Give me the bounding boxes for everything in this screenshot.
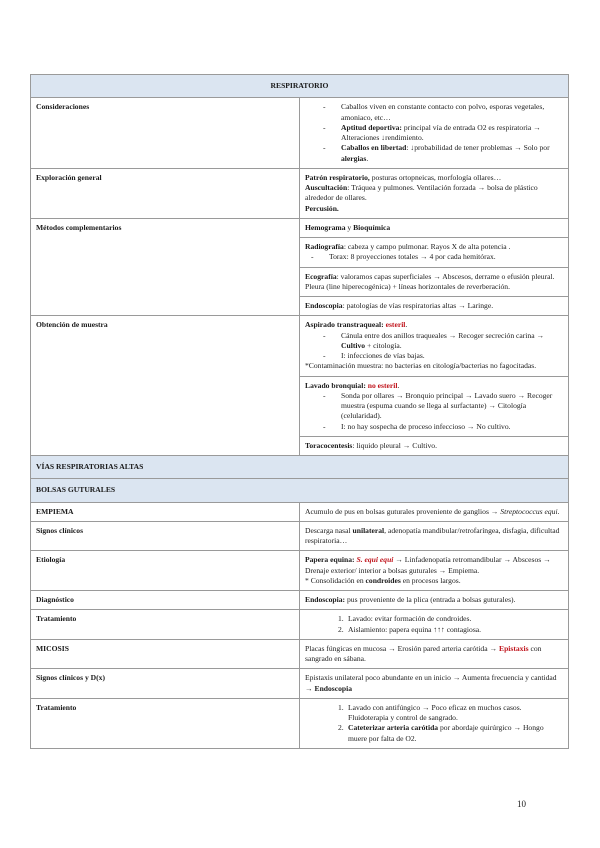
signos-dx-label: Signos clínicos y D(x) (31, 669, 300, 699)
tratamiento2-content (300, 698, 569, 748)
list-item: - I: infecciones de vías bajas. (323, 351, 563, 361)
list-item: - Sonda por ollares → Bronquio principal → Lavado suero → Recoger muestra (espuma cuando se llega al surfactante) → Citología (celularidad). (323, 391, 563, 422)
list-item: - Caballos en libertad: ↓probabilidad de tener problemas → Solo por alergias. (323, 143, 563, 164)
consideraciones-label: Consideraciones (31, 98, 300, 169)
page-title: RESPIRATORIO (31, 75, 569, 98)
obtencion-aspirado: Aspirado transtraqueal: esteril. - Cánula entre dos anillos traqueales → Recoger secreción carina → Cultivo + citología. - I: infecciones de vías bajas. *Contaminación muestra: no bacterias en citología/bacterias no fagocitadas. (300, 316, 569, 376)
metodos-row-hemograma (31, 218, 569, 237)
exploracion-content: Patrón respiratorio, posturas ortopneicas, morfología ollares… Auscultación: Tráquea y pulmones. Ventilación forzada → bolsa de plástico alrededor de ollares. Percusión. (300, 168, 569, 218)
list-item: - Aptitud deportiva: principal vía de entrada O2 es respiratoria → Alteraciones ↓rendimiento. (323, 123, 563, 144)
metodos-endoscopia: Endoscopia: patologías de vías respiratorias altas → Laringe. (300, 297, 569, 316)
consideraciones-content (300, 98, 569, 169)
micosis-label: MICOSIS (31, 639, 300, 669)
micosis-content: Placas fúngicas en mucosa → Erosión pared arteria carótida → Epistaxis con sangrado en sábana. (300, 639, 569, 669)
list-item: - Caballos viven en constante contacto con polvo, esporas vegetales, amoniaco, etc… (323, 102, 563, 123)
metodos-radiografia: Radiografía: cabeza y campo pulmonar. Rayos X de alta potencia . - Torax: 8 proyecciones totales → 4 por cada hemitórax. (300, 238, 569, 268)
exploracion-label: Exploración general (31, 168, 300, 218)
list-item: 1. Lavado: evitar formación de condroides. (338, 614, 563, 624)
signos-dx-row (31, 669, 569, 699)
diagnostico-content: Endoscopia: pus proveniente de la plica (entrada a bolsas guturales). (300, 591, 569, 610)
diagnostico-row (31, 591, 569, 610)
tratamiento1-label: Tratamiento (31, 610, 300, 640)
list-item: - Torax: 8 proyecciones totales → 4 por cada hemitórax. (311, 252, 563, 262)
etiologia-label: Etiología (31, 551, 300, 591)
content-table (30, 74, 569, 749)
obtencion-toracocentesis: Toracocentesis: liquido pleural → Cultivo. (300, 436, 569, 455)
tratamiento2-row (31, 698, 569, 748)
etiologia-row (31, 551, 569, 591)
metodos-ecografia: Ecografía: valoramos capas superficiales → Abscesos, derrame o efusión pleural. Pleura (line hiperecogénica) + líneas horizontales de reverberación. (300, 267, 569, 297)
header-row (31, 75, 569, 98)
list-item: - I: no hay sospecha de proceso infeccioso → No cultivo. (323, 422, 563, 432)
signos-content: Descarga nasal unilateral, adenopatía mandibular/retrofaríngea, disfagia, dificultad respiratoria… (300, 521, 569, 551)
empiema-content: Acumulo de pus en bolsas guturales proveniente de ganglios → Streptococcus equi. (300, 502, 569, 521)
tratamiento2-label: Tratamiento (31, 698, 300, 748)
micosis-row (31, 639, 569, 669)
list-item: 2. Aislamiento: papera equina ↑↑↑ contagiosa. (338, 625, 563, 635)
section-title: BOLSAS GUTURALES (31, 479, 569, 502)
page-number: 10 (517, 799, 526, 809)
diagnostico-label: Diagnóstico (31, 591, 300, 610)
consideraciones-row (31, 98, 569, 169)
empiema-row (31, 502, 569, 521)
list-item: - Cánula entre dos anillos traqueales → Recoger secreción carina → Cultivo + citología. (323, 331, 563, 352)
obtencion-row-aspirado (31, 316, 569, 376)
tratamiento1-row (31, 610, 569, 640)
obtencion-lavado: Lavado bronquial: no esteril. - Sonda por ollares → Bronquio principal → Lavado suero → Recoger muestra (espuma cuando se llega al surfactante) → Citología (celularidad). - I: no hay sospecha de proceso infeccioso → No cultivo. (300, 376, 569, 436)
signos-label: Signos clínicos (31, 521, 300, 551)
list-item: 2. Cateterizar arteria carótida por abordaje quirúrgico → Hongo muere por falta de O2. (338, 723, 563, 744)
empiema-label: EMPIEMA (31, 502, 300, 521)
section-header-bolsas (31, 479, 569, 502)
etiologia-content: Papera equina: S. equi equi → Linfadenopatía retromandibular → Abscesos → Drenaje exterior/ interior a bolsas guturales → Empiema. * Consolidación en condroides en procesos largos. (300, 551, 569, 591)
list-item: 1. Lavado con antifúngico → Poco eficaz en muchos casos. Fluidoterapia y control de sangrado. (338, 703, 563, 724)
signos-dx-content: Epistaxis unilateral poco abundante en un inicio → Aumenta frecuencia y cantidad → Endoscopia (300, 669, 569, 699)
signos-row (31, 521, 569, 551)
metodos-hemograma: Hemograma y Bioquímica (300, 218, 569, 237)
exploracion-row (31, 168, 569, 218)
section-header-vias (31, 456, 569, 479)
tratamiento1-content (300, 610, 569, 640)
metodos-label: Métodos complementarios (31, 218, 300, 316)
section-title: VÍAS RESPIRATORIAS ALTAS (31, 456, 569, 479)
obtencion-label: Obtención de muestra (31, 316, 300, 456)
